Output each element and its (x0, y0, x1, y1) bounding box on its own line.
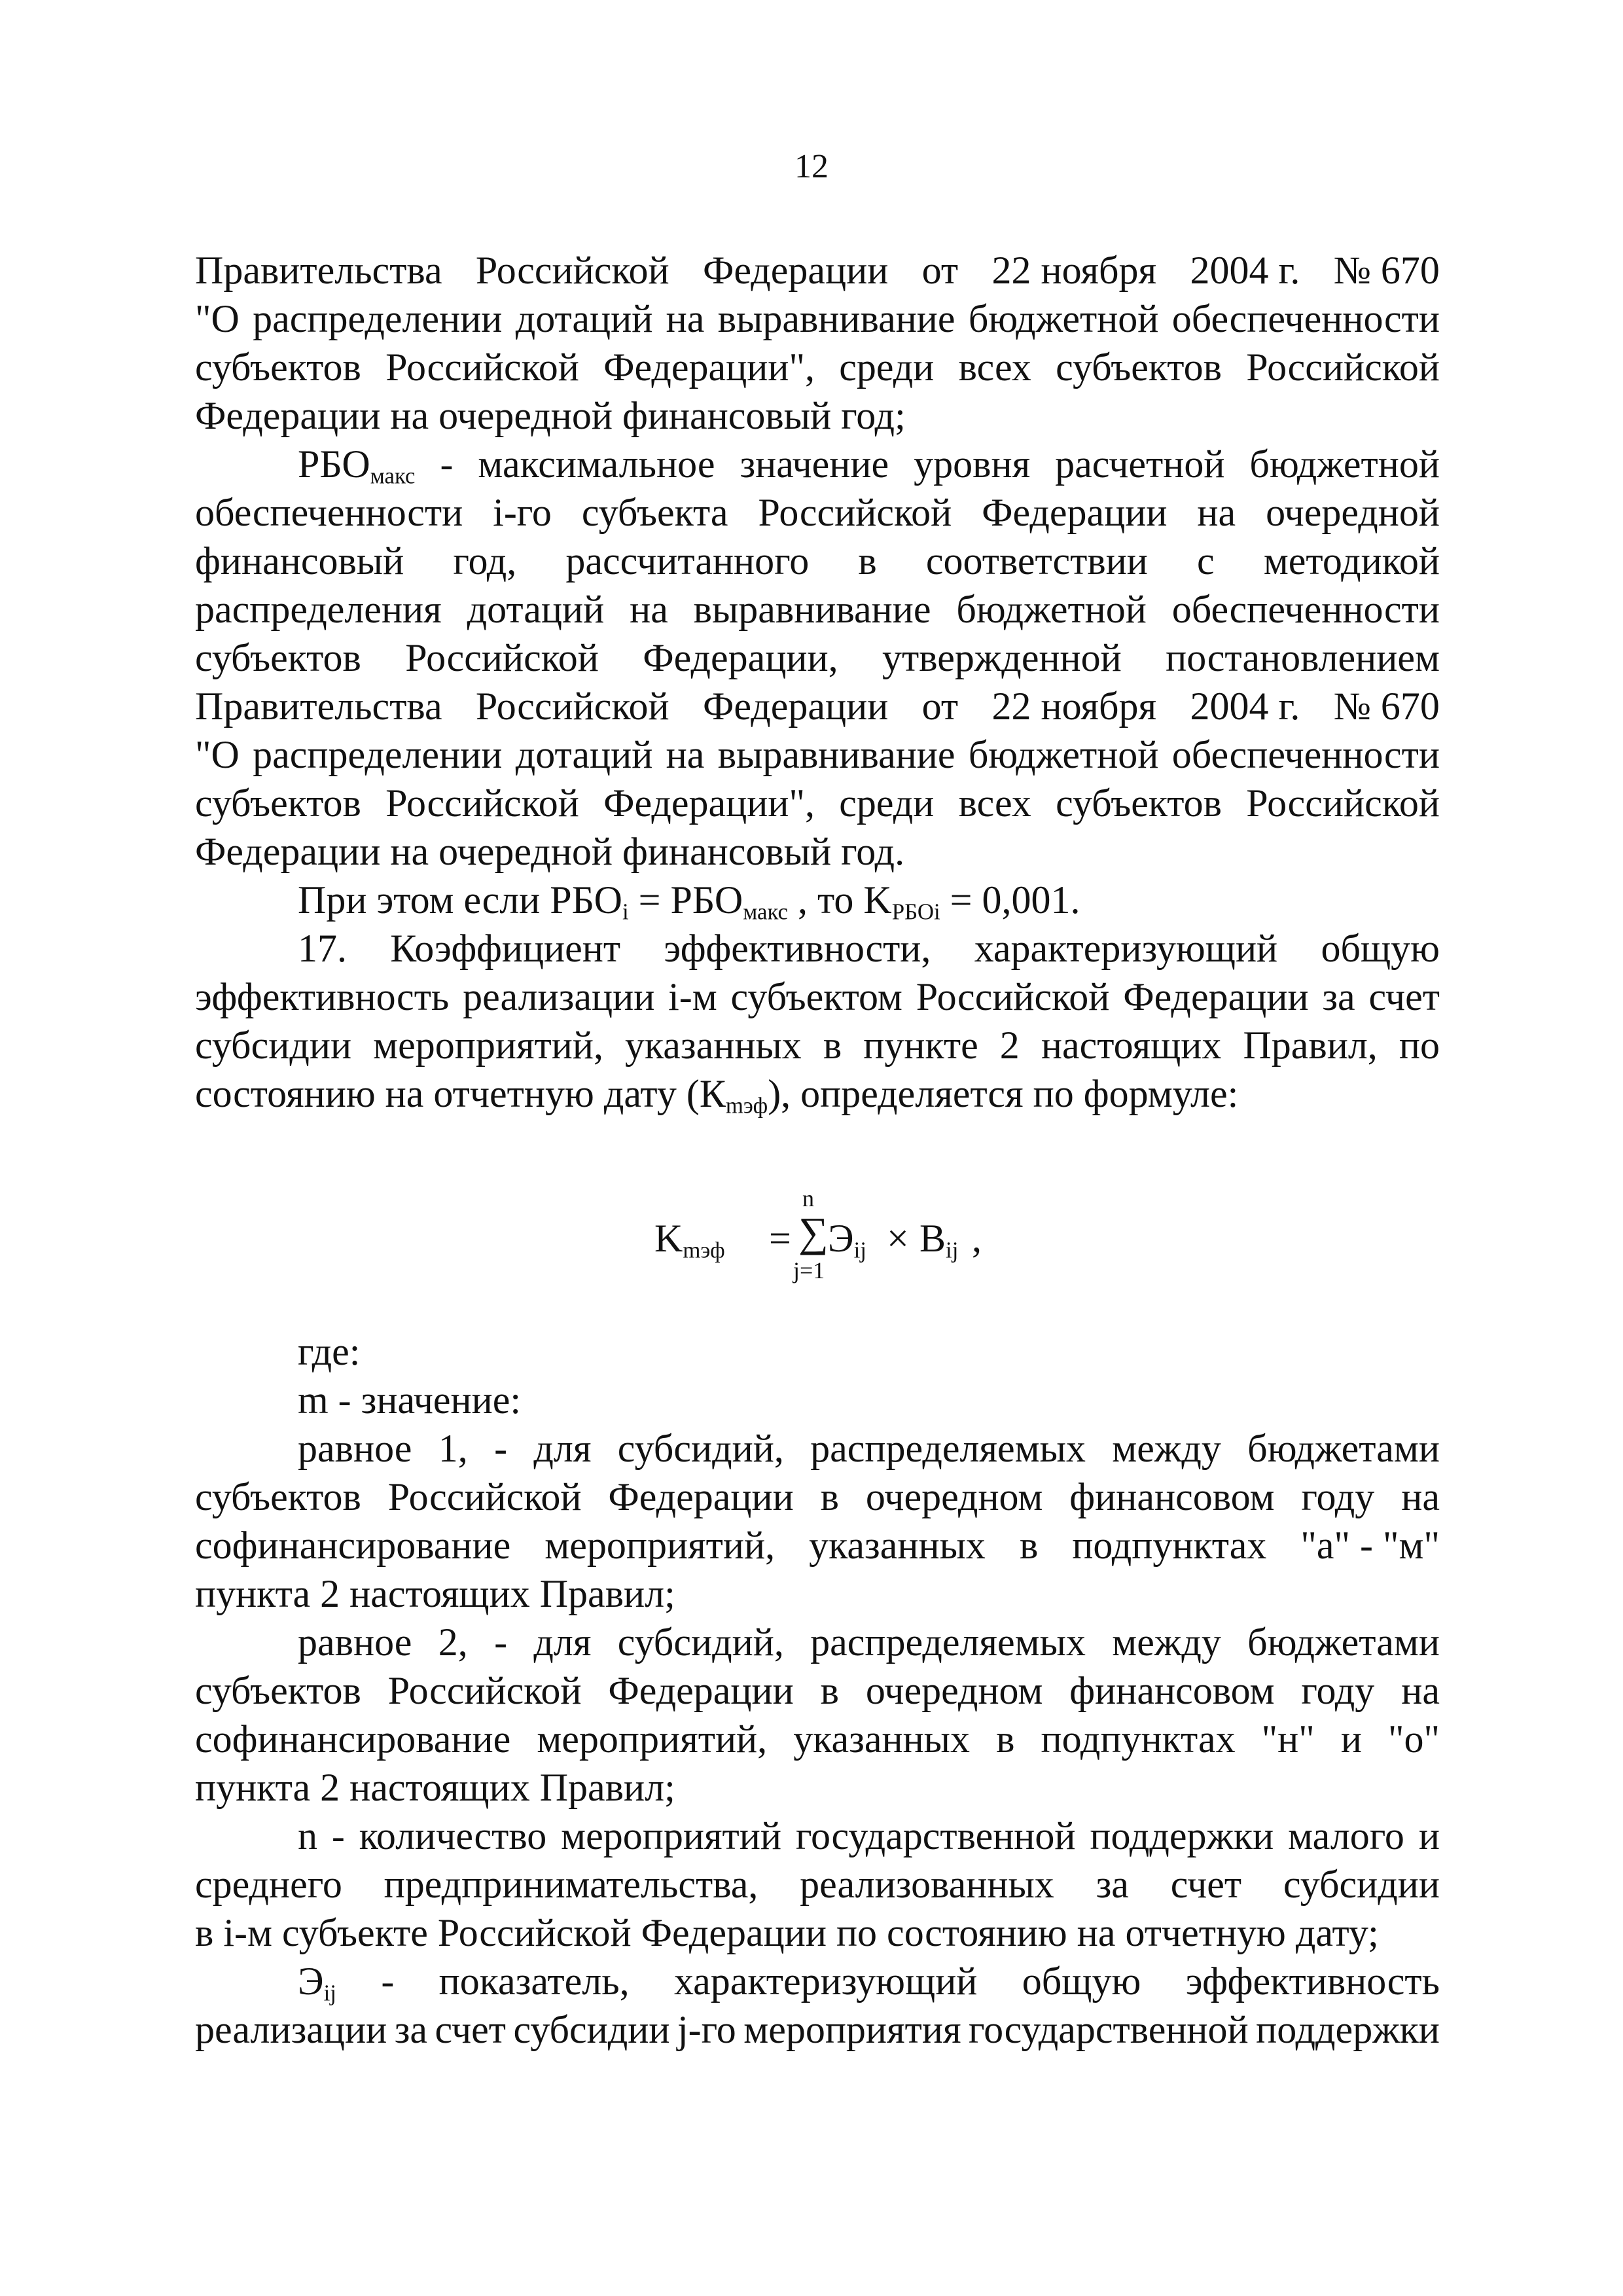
word: мероприятий, (373, 1024, 603, 1067)
word: в (823, 1024, 842, 1067)
word: Правительства (195, 249, 442, 292)
paragraph-2-line-2 (195, 488, 1440, 537)
word: дотаций (515, 733, 653, 776)
paragraph-2-line-5 (195, 634, 1440, 682)
word: от (921, 685, 959, 728)
word: на (630, 588, 668, 631)
word: для (533, 1427, 592, 1470)
where-label: где: (298, 1330, 361, 1373)
word: настоящих (1041, 1024, 1222, 1067)
paragraph-4-line-2 (195, 973, 1440, 1021)
word: предпринимательства, (383, 1863, 758, 1906)
word: финансовый (195, 539, 404, 583)
word: рассчитанного (565, 539, 810, 583)
word: 1, (438, 1427, 468, 1470)
word: Российской (1246, 346, 1440, 389)
word: подпунктах (1041, 1717, 1236, 1761)
word: между (1112, 1427, 1221, 1470)
formula-term-2: $B_{ij}$ (919, 1217, 959, 1263)
word: Российской (385, 781, 579, 825)
word: Федерации (1123, 975, 1309, 1018)
word: бюджетами (1247, 1427, 1440, 1470)
word: субсидии (1283, 1863, 1440, 1906)
word: "О (195, 297, 240, 340)
word: j-го (677, 2008, 736, 2051)
word: Российской (758, 491, 952, 534)
word: № 670 (1333, 249, 1440, 292)
word: субсидии (513, 2008, 670, 2051)
word: Российской (387, 1669, 582, 1712)
word: выравнивание (717, 733, 955, 776)
word: на (666, 297, 705, 340)
word: мероприятий (561, 1814, 781, 1857)
word: характеризующий (974, 927, 1278, 970)
paragraph-4-line-4: состоянию на отчетную дату $(К_{mэф})$, определяется по формуле: (195, 1072, 1239, 1119)
word: среди (839, 346, 935, 389)
word: - (494, 1621, 508, 1664)
formula-equals: = (769, 1217, 791, 1260)
m-definition: m - значение: (298, 1378, 522, 1422)
word: Российской (475, 685, 669, 728)
word: за (1096, 1863, 1129, 1906)
word: пункте (863, 1024, 978, 1067)
word: 22 ноября (991, 685, 1157, 728)
word: очередной (1266, 491, 1440, 534)
word: реализации (463, 975, 655, 1018)
paragraph-7-line-1 (298, 1618, 1440, 1666)
word: дотаций (467, 588, 605, 631)
word: в (820, 1669, 839, 1712)
paragraph-2-line-1 (298, 440, 1440, 488)
word: бюджетной (968, 297, 1159, 340)
word: году (1301, 1669, 1375, 1712)
word: между (1112, 1621, 1221, 1664)
paragraph-1-line-2 (195, 295, 1440, 343)
word: значение (740, 442, 889, 486)
word: утвержденной (882, 636, 1122, 679)
word: Федерации (702, 249, 889, 292)
word: - (494, 1427, 508, 1470)
word: n (298, 1814, 317, 1857)
word: году (1301, 1475, 1375, 1518)
word: Коэффициент (390, 927, 621, 970)
word: обеспеченности (1171, 733, 1440, 776)
word: 2 (999, 1024, 1020, 1067)
word: эффективность (195, 975, 450, 1018)
word: - (440, 442, 454, 486)
paragraph-2-line-9: Федерации на очередной финансовый год. (195, 830, 905, 873)
word: уровня (914, 442, 1031, 486)
word: расчетной (1055, 442, 1225, 486)
word: i-м (668, 975, 717, 1018)
paragraph-2-line-4 (195, 585, 1440, 634)
word: Российской (916, 975, 1110, 1018)
word: 22 ноября (991, 249, 1157, 292)
formula-sum-lower: j=1 (793, 1257, 825, 1283)
paragraph-2-line-3 (195, 537, 1440, 585)
word: обеспеченности (195, 491, 463, 534)
word: по (1399, 1024, 1440, 1067)
word: за (1322, 975, 1355, 1018)
paragraph-4-line-1 (298, 924, 1440, 973)
word: год, (453, 539, 517, 583)
word: мероприятия (743, 2008, 961, 2051)
word: - (381, 1960, 395, 2003)
word: "н" (1261, 1717, 1315, 1761)
word: государственной (969, 2008, 1249, 2051)
word: на (666, 733, 705, 776)
paragraph-8-line-1 (298, 1812, 1440, 1860)
word: подпунктах (1072, 1524, 1267, 1567)
formula-comma: , (972, 1217, 982, 1260)
paragraph-6-line-4: пункта 2 настоящих Правил; (195, 1572, 675, 1615)
word: выравнивание (693, 588, 931, 631)
word: счет (435, 2008, 506, 2051)
word: и (1418, 1814, 1440, 1857)
word: софинансирование (195, 1717, 511, 1761)
word: на (1401, 1669, 1440, 1712)
word: № 670 (1333, 685, 1440, 728)
word: мероприятий, (544, 1524, 776, 1567)
word: финансовом (1069, 1475, 1275, 1518)
word: государственной (795, 1814, 1076, 1857)
word: общую (1022, 1960, 1141, 2003)
word: всех (958, 781, 1031, 825)
paragraph-3-condition: При этом если $РБО_i = РБО_{макс}$ , то $K_{РБОi} = 0,001$. (298, 878, 1080, 925)
word: указанных (809, 1524, 986, 1567)
word: на (1401, 1475, 1440, 1518)
paragraph-6-line-1 (298, 1424, 1440, 1473)
paragraph-4-line-3 (195, 1021, 1440, 1069)
word: Федерации", (603, 346, 815, 389)
word: количество (359, 1814, 547, 1857)
paragraph-1-line-1 (195, 246, 1440, 295)
paragraph-6-line-3 (195, 1521, 1440, 1570)
word: очередном (865, 1669, 1043, 1712)
paragraph-2-line-7 (195, 730, 1440, 779)
word: субъектом (730, 975, 902, 1018)
word: обеспеченности (1171, 588, 1440, 631)
word: бюджетами (1247, 1621, 1440, 1664)
formula-sum-upper: n (802, 1185, 814, 1211)
word: постановлением (1166, 636, 1440, 679)
word: счет (1170, 1863, 1242, 1906)
word: равное (298, 1621, 412, 1664)
word: Федерации (702, 685, 889, 728)
word: распределении (253, 297, 503, 340)
word: субъектов (195, 1475, 361, 1518)
paragraph-1-line-3 (195, 343, 1440, 391)
word: "о" (1388, 1717, 1440, 1761)
word: распределения (195, 588, 442, 631)
e-ij-term: $Э_{ij}$ (298, 1960, 336, 2006)
efficiency-formula (654, 1178, 1021, 1289)
word: Федерации, (643, 636, 838, 679)
word: указанных (625, 1024, 802, 1067)
formula-lhs: $K_{mэф}$ (654, 1217, 725, 1263)
paragraph-8-line-3: в i-м субъекте Российской Федерации по состоянию на отчетную дату; (195, 1911, 1379, 1954)
word: среди (839, 781, 935, 825)
word: 2004 г. (1190, 249, 1300, 292)
word: выравнивание (717, 297, 955, 340)
formula-sigma: ∑ (798, 1209, 829, 1255)
word: распределяемых (810, 1621, 1086, 1664)
word: в (820, 1475, 839, 1518)
word: Федерации (982, 491, 1168, 534)
word: Правительства (195, 685, 442, 728)
paragraph-2-line-8 (195, 779, 1440, 827)
word: общую (1321, 927, 1440, 970)
word: мероприятий, (537, 1717, 768, 1761)
word: в (996, 1717, 1015, 1761)
word: всех (958, 346, 1031, 389)
word: субъекта (581, 491, 728, 534)
word: субсидии (195, 1024, 352, 1067)
word: реализованных (800, 1863, 1054, 1906)
paragraph-8-line-2 (195, 1860, 1440, 1909)
word: от (921, 249, 959, 292)
word: субъектов (1056, 346, 1222, 389)
formula-times: × (887, 1217, 909, 1260)
word: 17. (298, 927, 347, 970)
word: обеспеченности (1171, 297, 1440, 340)
word: в (858, 539, 877, 583)
word: субъектов (195, 636, 361, 679)
word: соответствии (925, 539, 1148, 583)
word: указанных (793, 1717, 970, 1761)
word: Федерации", (603, 781, 815, 825)
paragraph-7-line-2 (195, 1666, 1440, 1715)
word: бюджетной (1249, 442, 1440, 486)
word: субсидий, (617, 1427, 784, 1470)
word: Российской (1246, 781, 1440, 825)
word: субъектов (195, 1669, 361, 1712)
word: максимальное (478, 442, 715, 486)
word: и (1340, 1717, 1362, 1761)
paragraph-7-line-3 (195, 1715, 1440, 1763)
word: дотаций (515, 297, 653, 340)
word: показатель, (438, 1960, 630, 2003)
word: равное (298, 1427, 412, 1470)
word: бюджетной (968, 733, 1159, 776)
word: малого (1288, 1814, 1404, 1857)
word: счет (1368, 975, 1440, 1018)
word: для (533, 1621, 592, 1664)
word: "О (195, 733, 240, 776)
page-number: 12 (794, 148, 829, 185)
word: Российской (475, 249, 669, 292)
word: субъектов (195, 346, 361, 389)
word: субъектов (195, 781, 361, 825)
word: реализации (195, 2008, 387, 2051)
paragraph-7-line-4: пункта 2 настоящих Правил; (195, 1766, 675, 1809)
word: Российской (385, 346, 579, 389)
word: Правил, (1243, 1024, 1378, 1067)
word: распределении (253, 733, 503, 776)
paragraph-1-line-4: Федерации на очередной финансовый год; (195, 394, 906, 437)
paragraph-2-line-6 (195, 682, 1440, 730)
word: 2004 г. (1190, 685, 1300, 728)
word: очередном (865, 1475, 1043, 1518)
word: Российской (405, 636, 599, 679)
paragraph-6-line-2 (195, 1473, 1440, 1521)
word: субсидий, (617, 1621, 784, 1664)
word: поддержки (1256, 2008, 1440, 2051)
word: характеризующий (673, 1960, 978, 2003)
word: "а" - "м" (1300, 1524, 1440, 1567)
word: Федерации (608, 1669, 794, 1712)
word: i-го (493, 491, 552, 534)
word: софинансирование (195, 1524, 511, 1567)
word: бюджетной (956, 588, 1147, 631)
word: эффективности, (664, 927, 931, 970)
word: Российской (387, 1475, 582, 1518)
word: среднего (195, 1863, 342, 1906)
rbo-max-term: $РБО_{макс}$ (298, 442, 416, 489)
word: на (1197, 491, 1236, 534)
word: - (331, 1814, 345, 1857)
word: эффективность (1185, 1960, 1440, 2003)
word: с (1197, 539, 1215, 583)
paragraph-9-line-2 (195, 2005, 1440, 2054)
word: финансовом (1069, 1669, 1275, 1712)
word: субъектов (1056, 781, 1222, 825)
word: распределяемых (810, 1427, 1086, 1470)
paragraph-9-line-1 (298, 1957, 1440, 2005)
word: поддержки (1090, 1814, 1274, 1857)
word: Федерации (608, 1475, 794, 1518)
formula-term-1: $Э_{ij}$ (828, 1217, 866, 1263)
word: 2, (438, 1621, 468, 1664)
word: за (394, 2008, 428, 2051)
word: методикой (1263, 539, 1440, 583)
word: в (1019, 1524, 1039, 1567)
